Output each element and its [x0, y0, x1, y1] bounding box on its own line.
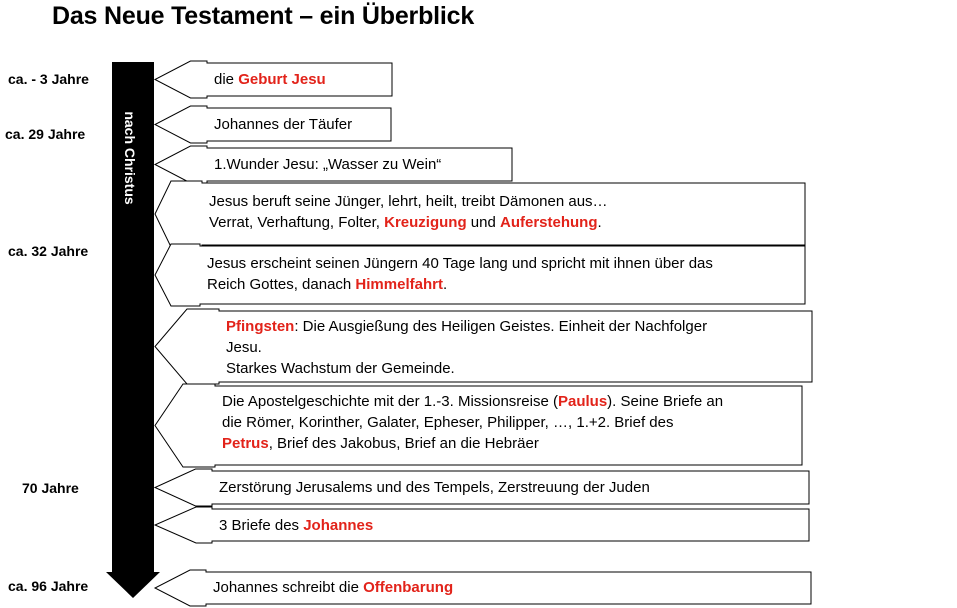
event-text: Zerstörung Jerusalems und des Tempels, Zerstreuung der Juden [219, 479, 650, 496]
event-text: Die Apostelgeschichte mit der 1.-3. Missionsreise ( [222, 393, 558, 410]
event-text: 1.Wunder Jesu: „Wasser zu Wein“ [214, 156, 442, 173]
year-label-minus-3: ca. - 3 Jahre [8, 71, 89, 87]
event-text: Jesu. [226, 339, 262, 356]
event-line [207, 253, 797, 274]
event-text: Jesus erscheint seinen Jüngern 40 Tage lang und spricht mit ihnen über das [207, 255, 713, 272]
event-line [214, 69, 384, 90]
event-box [206, 108, 391, 141]
event-line [213, 577, 803, 598]
event-box [218, 311, 812, 382]
event-text: . [442, 276, 448, 293]
event-text: Jesus beruft seine Jünger, lehrt, heilt, treibt Dämonen aus… [209, 193, 608, 210]
highlight-text: Johannes [303, 517, 374, 534]
page-title: Das Neue Testament – ein Überblick [52, 2, 475, 30]
timeline-axis-label: nach Christus [122, 111, 138, 205]
event-line [219, 515, 801, 536]
event-text: und [466, 214, 500, 231]
highlight-text: Himmelfahrt [355, 276, 443, 293]
event-box [206, 148, 512, 181]
event-text: Johannes der Täufer [214, 116, 353, 133]
highlight-text: Petrus [222, 435, 269, 452]
event-box [206, 63, 392, 96]
year-label-70: 70 Jahre [22, 480, 79, 496]
year-label-29: ca. 29 Jahre [5, 126, 86, 142]
event-text: die Römer, Korinther, Galater, Epheser, Philipper, …, 1.+2. Brief des [222, 414, 674, 431]
event-line [214, 114, 383, 135]
highlight-text: Kreuzigung [384, 214, 467, 231]
event-text: Reich Gottes, danach [207, 276, 356, 293]
year-label-96: ca. 96 Jahre [8, 578, 89, 594]
event-box [201, 183, 805, 245]
event-line [222, 433, 794, 454]
event-box [211, 471, 809, 504]
event-text: Johannes schreibt die [213, 579, 364, 596]
event-line [219, 477, 801, 498]
event-box [211, 509, 809, 541]
event-line [209, 191, 797, 212]
event-line [222, 412, 794, 433]
event-text: , Brief des Jakobus, Brief an die Hebräer [268, 435, 539, 452]
event-line [222, 391, 794, 412]
event-box [205, 572, 811, 604]
event-box [199, 246, 805, 304]
event-line [214, 154, 504, 175]
event-line [226, 337, 804, 358]
event-text: 3 Briefe des [219, 517, 304, 534]
highlight-text: Auferstehung [499, 214, 598, 231]
event-text: Verrat, Verhaftung, Folter, [209, 214, 385, 231]
highlight-text: Geburt Jesu [238, 71, 326, 88]
event-text: Starkes Wachstum der Gemeinde. [226, 360, 455, 377]
highlight-text: Pfingsten [226, 318, 295, 335]
event-text: die [214, 71, 239, 88]
event-text: ). Seine Briefe an [607, 393, 724, 410]
event-text: . [597, 214, 602, 231]
year-label-32: ca. 32 Jahre [8, 243, 89, 259]
highlight-text: Offenbarung [363, 579, 454, 596]
event-line [226, 316, 804, 337]
event-line [226, 358, 804, 379]
event-box [214, 386, 802, 465]
event-text: : Die Ausgießung des Heiligen Geistes. Einheit der Nachfolger [294, 318, 708, 335]
event-line [209, 212, 797, 233]
event-line [207, 274, 797, 295]
highlight-text: Paulus [557, 393, 608, 410]
